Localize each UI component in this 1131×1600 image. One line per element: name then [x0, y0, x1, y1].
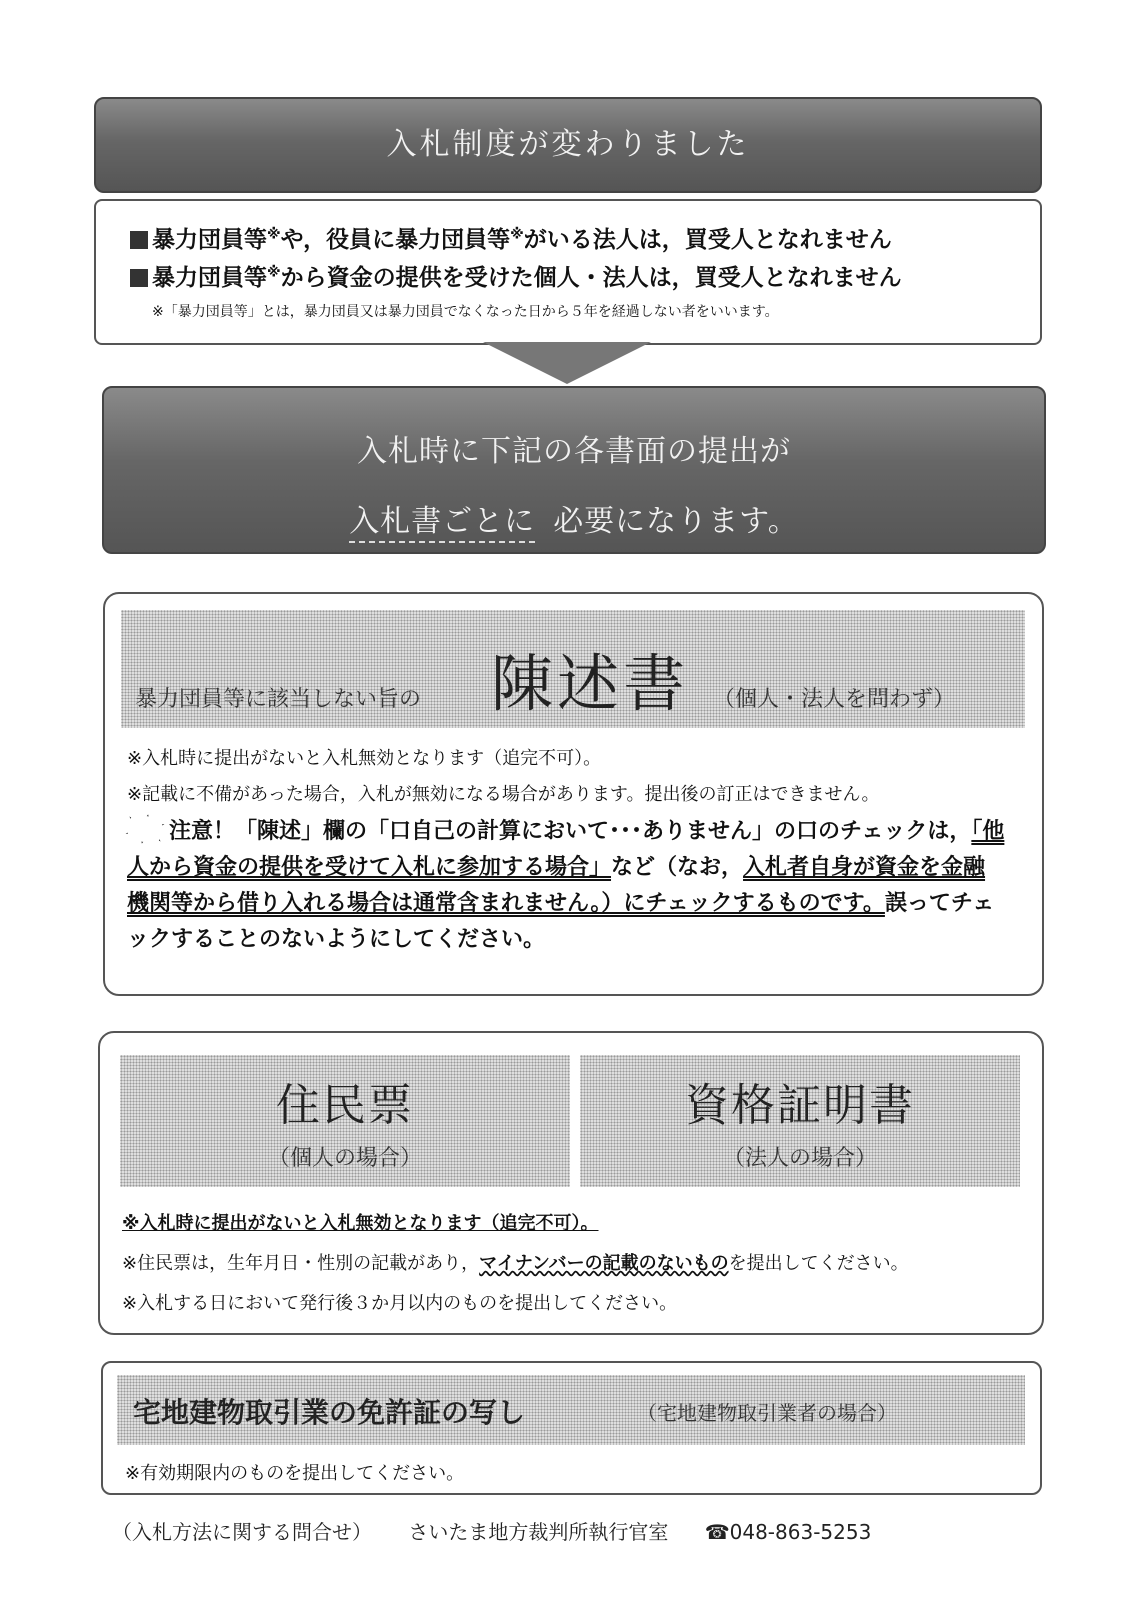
notice-footnote: ※「暴力団員等」とは，暴力団員又は暴力団員でなくなった日から５年を経過しない者をいいます。: [152, 304, 779, 320]
statement-note-1: ※入札時に提出がないと入札無効となります（追完不可）。: [127, 748, 602, 769]
burst-icon: [124, 811, 165, 848]
residence-note-1: ※入札時に提出がないと入札無効となります（追完不可）。: [122, 1213, 599, 1234]
residence-subtitle: （個人の場合）: [267, 1146, 422, 1171]
eligibility-notice: [94, 199, 1042, 345]
certificate-card: [580, 1055, 1020, 1187]
license-section: [101, 1361, 1042, 1495]
notice-line-1: 暴力団員等※や，役員に暴力団員等※がいる法人は，買受人となれません: [130, 221, 892, 254]
statement-note-2: ※記載に不備があった場合，入札が無効になる場合があります。提出後の訂正はできません。: [127, 784, 880, 805]
square-bullet-icon: [130, 269, 148, 287]
requirement-line-2: 入札書ごとに 必要になります。: [104, 496, 1044, 540]
statement-section: [103, 592, 1044, 996]
contact-office: さいたま地方裁判所執行官室: [408, 1520, 669, 1544]
license-header: [117, 1375, 1025, 1445]
certificate-title: 資格証明書: [685, 1080, 915, 1131]
license-note: ※有効期限内のものを提出してください。: [125, 1463, 465, 1484]
residence-section: [98, 1031, 1044, 1335]
notice-line-2: 暴力団員等※から資金の提供を受けた個人・法人は，買受人となれません: [130, 259, 902, 292]
contact-phone: ☎048-863-5253: [704, 1520, 872, 1544]
statement-suffix: （個人・法人を問わず）: [713, 687, 956, 712]
residence-card: [120, 1055, 570, 1187]
license-subtitle: （宅地建物取引業者の場合）: [637, 1401, 897, 1425]
residence-note-3: ※入札する日において発行後３か月以内のものを提出してください。: [122, 1293, 678, 1314]
statement-header: [121, 610, 1025, 728]
requirement-banner: [102, 386, 1046, 554]
certificate-subtitle: （法人の場合）: [722, 1146, 877, 1171]
license-title: 宅地建物取引業の免許証の写し: [133, 1396, 526, 1429]
residence-note-2: ※住民票は，生年月日・性別の記載があり，マイナンバーの記載のないものを提出してください。: [122, 1253, 909, 1274]
contact-label: （入札方法に関する問合せ）: [112, 1520, 372, 1544]
requirement-line-1: 入札時に下記の各書面の提出が: [357, 434, 791, 469]
statement-title: 陳述書: [491, 647, 690, 720]
warning-label: 注意！: [169, 819, 236, 844]
headline-text: 入札制度が変わりました: [386, 127, 750, 162]
statement-prefix: 暴力団員等に該当しない旨の: [135, 687, 422, 712]
down-arrow-icon: [483, 342, 651, 384]
square-bullet-icon: [130, 231, 148, 249]
contact-footer: [112, 1516, 901, 1545]
statement-warning: 注意！「陳述」欄の「口自己の計算において･･･ありません」の口のチェックは，「他人から資金の提供を受けて入札に参加する場合」など（なお，入札者自身が資金を金融機関等から借り入れる場合は通常含まれません。）にチェックするものです。誤ってチェックすることのないようにしてください。: [127, 814, 1007, 958]
headline-banner: [94, 97, 1042, 193]
residence-title: 住民票: [276, 1080, 414, 1131]
